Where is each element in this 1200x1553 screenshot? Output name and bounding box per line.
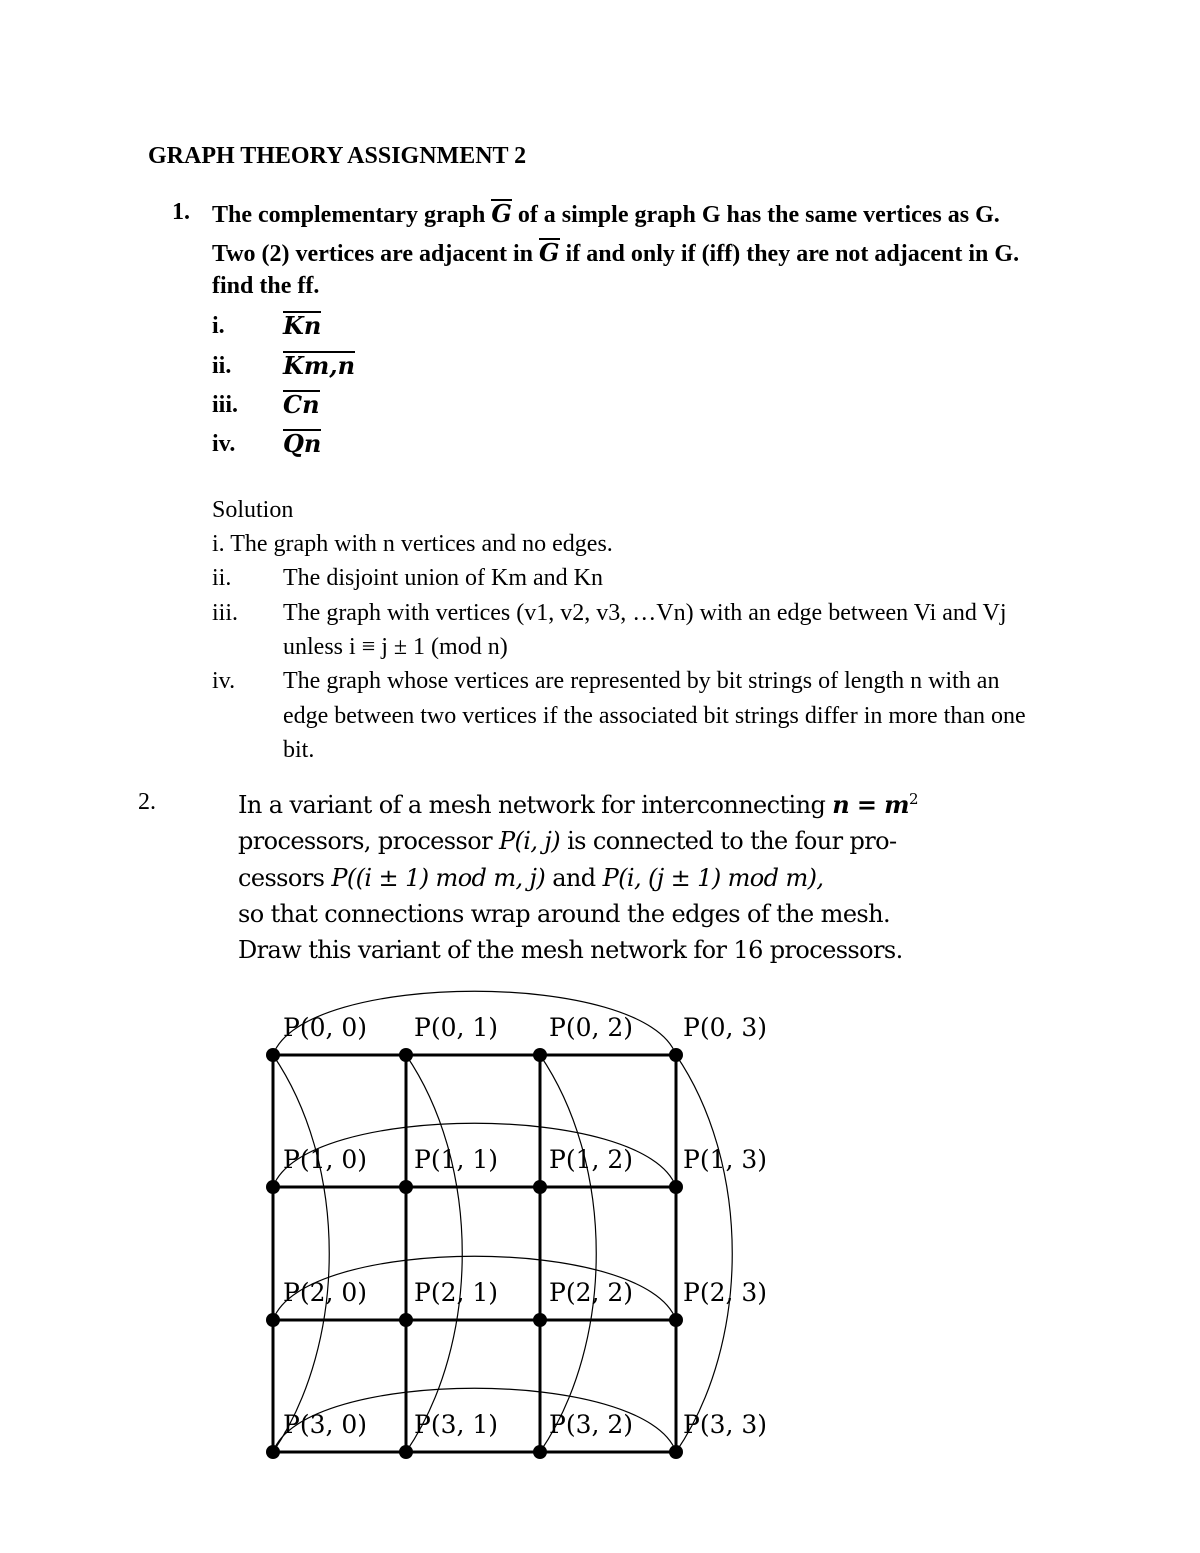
q2-line3: cessors P((i ± 1) mod m, j) and P(i, (j ± 1) mod m), [238,864,824,892]
label-p-2-2: P(2, 2) [549,1278,634,1307]
mesh-grid-lines [273,1055,676,1452]
item-label-ii: ii. [212,353,232,379]
g-complement-symbol: G [491,199,512,228]
wrap-arc-col-0 [273,1055,329,1452]
solution-iii-label: iii. [212,600,239,626]
node-p-2-0 [266,1313,280,1327]
item-expr-kn: Kn [283,311,322,340]
item-expr-cn: Cn [283,390,320,419]
node-p-0-2 [533,1048,547,1062]
superscript-2: 2 [908,790,918,808]
q2-line5: Draw this variant of the mesh network for 16 processors. [238,936,903,964]
label-p-1-0: P(1, 0) [283,1145,368,1174]
label-p-1-1: P(1, 1) [414,1145,499,1174]
item-label-iii: iii. [212,392,239,418]
n-equals-m-expr: n = m [832,790,909,819]
solution-iii-line2: unless i ≡ j ± 1 (mod n) [283,634,508,660]
node-p-3-1 [399,1445,413,1459]
item-expr-qn: Qn [283,429,322,458]
node-p-0-1 [399,1048,413,1062]
solution-iii-line1: The graph with vertices (v1, v2, v3, …Vn) with an edge between Vi and Vj [283,600,1007,626]
g-complement-symbol-2: G [539,238,560,267]
q1-line2-a: Two (2) vertices are adjacent in [212,241,540,267]
q2-line4: so that connections wrap around the edges of the mesh. [238,900,891,928]
node-p-2-1 [399,1313,413,1327]
solution-ii-label: ii. [212,565,232,591]
q1-line1-b: of a simple graph G has the same vertices as G. [511,202,1000,228]
label-p-0-2: P(0, 2) [549,1013,634,1042]
label-p-3-3: P(3, 3) [683,1410,768,1439]
node-p-2-3 [669,1313,683,1327]
node-p-1-2 [533,1180,547,1194]
mesh-nodes [266,1048,683,1459]
label-p-3-0: P(3, 0) [283,1410,368,1439]
q1-number: 1. [172,199,190,225]
solution-iv-line2: edge between two vertices if the associated bit strings differ in more than one [283,703,1026,729]
solution-iv-line1: The graph whose vertices are represented by bit strings of length n with an [283,668,1000,694]
node-p-2-2 [533,1313,547,1327]
label-p-1-2: P(1, 2) [549,1145,634,1174]
q1-line1-a: The complementary graph [212,202,492,228]
node-p-0-0 [266,1048,280,1062]
node-p-3-3 [669,1445,683,1459]
wrap-arc-col-3 [676,1055,732,1452]
q1-line2-b: if and only if (iff) they are not adjacent in G. [559,241,1020,267]
mesh-labels [283,1013,767,1439]
label-p-2-0: P(2, 0) [283,1278,368,1307]
node-p-3-0 [266,1445,280,1459]
node-p-1-3 [669,1180,683,1194]
q2-line2: processors, processor P(i, j) is connected to the four pro- [238,827,897,855]
item-expr-kmn: Km,n [283,351,356,380]
solution-ii-text: The disjoint union of Km and Kn [283,565,603,591]
node-p-3-2 [533,1445,547,1459]
item-label-iv: iv. [212,431,236,457]
q1-line3: find the ff. [212,273,320,299]
label-p-2-3: P(2, 3) [683,1278,768,1307]
label-p-3-1: P(3, 1) [414,1410,499,1439]
node-p-0-3 [669,1048,683,1062]
page-title: GRAPH THEORY ASSIGNMENT 2 [148,143,527,169]
solution-iv-label: iv. [212,668,236,694]
label-p-0-3: P(0, 3) [683,1013,768,1042]
mesh-wraparound-arcs [273,991,732,1452]
solution-heading: Solution [212,497,294,523]
solution-iv-line3: bit. [283,737,315,763]
node-p-1-0 [266,1180,280,1194]
solution-i: i. The graph with n vertices and no edges. [212,531,613,557]
wrap-arc-col-1 [406,1055,462,1452]
label-p-0-1: P(0, 1) [414,1013,499,1042]
label-p-1-3: P(1, 3) [683,1145,768,1174]
label-p-3-2: P(3, 2) [549,1410,634,1439]
q2-line1: In a variant of a mesh network for interconnecting $n = m^2$ [238,790,918,819]
item-label-i: i. [212,313,225,339]
node-p-1-1 [399,1180,413,1194]
q2-number: 2. [138,789,156,815]
label-p-0-0: P(0, 0) [283,1013,368,1042]
label-p-2-1: P(2, 1) [414,1278,499,1307]
